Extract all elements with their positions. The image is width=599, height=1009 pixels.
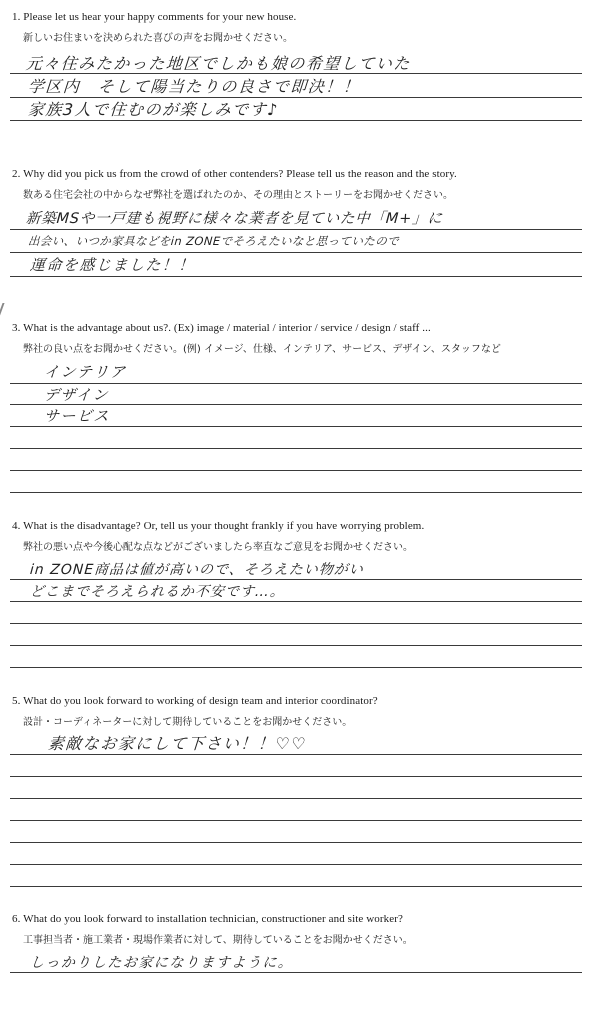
question-1-japanese: 新しいお住まいを決められた喜びの声をお聞かせください。: [23, 33, 293, 44]
question-5-japanese: 設計・コーディネーターに対して期待していることをお聞かせください。: [23, 717, 353, 728]
question-1-english: 1. Please let us hear your happy comments for your new house.: [12, 11, 297, 23]
answer-1-line-1: 元々住みたかった地区でしかも娘の希望していた: [25, 54, 412, 73]
question-2-japanese: 数ある住宅会社の中からなぜ弊社を選ばれたのか、その理由とストーリーをお聞かせください。: [23, 190, 453, 201]
answer-5-rule: [10, 754, 582, 755]
answer-5-rule: [10, 842, 582, 843]
answer-6-rule: [10, 972, 582, 973]
answer-2-line-3: 運命を感じました！！: [29, 256, 196, 274]
answer-3-line-1: インテリア: [43, 363, 128, 381]
answer-5-rule: [10, 864, 582, 865]
answer-1-rule: [10, 120, 582, 121]
answer-4-rule: [10, 667, 582, 668]
question-5-english: 5. What do you look forward to working of design team and interior coordinator?: [12, 695, 378, 707]
question-6-japanese: 工事担当者・施工業者・現場作業者に対して、期待していることをお聞かせください。: [23, 935, 413, 946]
question-4-english: 4. What is the disadvantage? Or, tell us your thought frankly if you have worrying problem.: [12, 520, 425, 532]
answer-1-line-3: 家族3人で住むのが楽しみです♪: [27, 100, 280, 119]
answer-4-rule: [10, 645, 582, 646]
answer-2-rule: [10, 276, 582, 277]
answer-4-line-2: どこまでそろえられるか不安です…。: [29, 584, 286, 600]
answer-3-rule: [10, 470, 582, 471]
answer-5-rule: [10, 820, 582, 821]
answer-3-line-3: サービス: [43, 407, 111, 425]
question-6-english: 6. What do you look forward to installation technician, constructioner and site worker?: [12, 913, 403, 925]
margin-pencil-mark: [0, 303, 13, 317]
answer-3-rule: [10, 448, 582, 449]
answer-5-rule: [10, 776, 582, 777]
answer-2-line-2: 出会い、いつか家具などをin ZONEでそろえたいなと思っていたので: [27, 234, 400, 248]
answer-3-rule: [10, 426, 582, 427]
answer-5-rule: [10, 798, 582, 799]
question-3-english: 3. What is the advantage about us?. (Ex) image / material / interior / service / design / staff ...: [12, 322, 431, 334]
question-3-japanese: 弊社の良い点をお聞かせください。(例) イメージ、仕様、インテリア、サービス、デザイン、スタッフなど: [23, 344, 501, 355]
question-4-japanese: 弊社の悪い点や今後心配な点などがございましたら率直なご意見をお聞かせください。: [23, 542, 413, 553]
answer-3-rule: [10, 492, 582, 493]
answer-4-line-1: in ZONE商品は値が高いので、そろえたい物がい: [29, 562, 365, 578]
answer-5-rule: [10, 886, 582, 887]
answer-6-line-1: しっかりしたお家になりますように。: [29, 955, 294, 971]
answer-2-rule: [10, 229, 582, 230]
question-2-english: 2. Why did you pick us from the crowd of other contenders? Please tell us the reason and the story.: [12, 168, 457, 180]
answer-4-rule: [10, 623, 582, 624]
answer-2-rule: [10, 252, 582, 253]
answer-1-line-2: 学区内 そして陽当たりの良さで即決！！: [27, 77, 362, 96]
answer-3-line-2: デザイン: [43, 386, 110, 404]
answer-4-rule: [10, 579, 582, 580]
answer-5-line-1: 素敵なお家にして下さい！！♡♡: [47, 734, 308, 753]
answer-4-rule: [10, 601, 582, 602]
answer-2-line-1: 新築MSや一戸建も視野に様々な業者を見ていた中「M+」に: [25, 211, 444, 227]
